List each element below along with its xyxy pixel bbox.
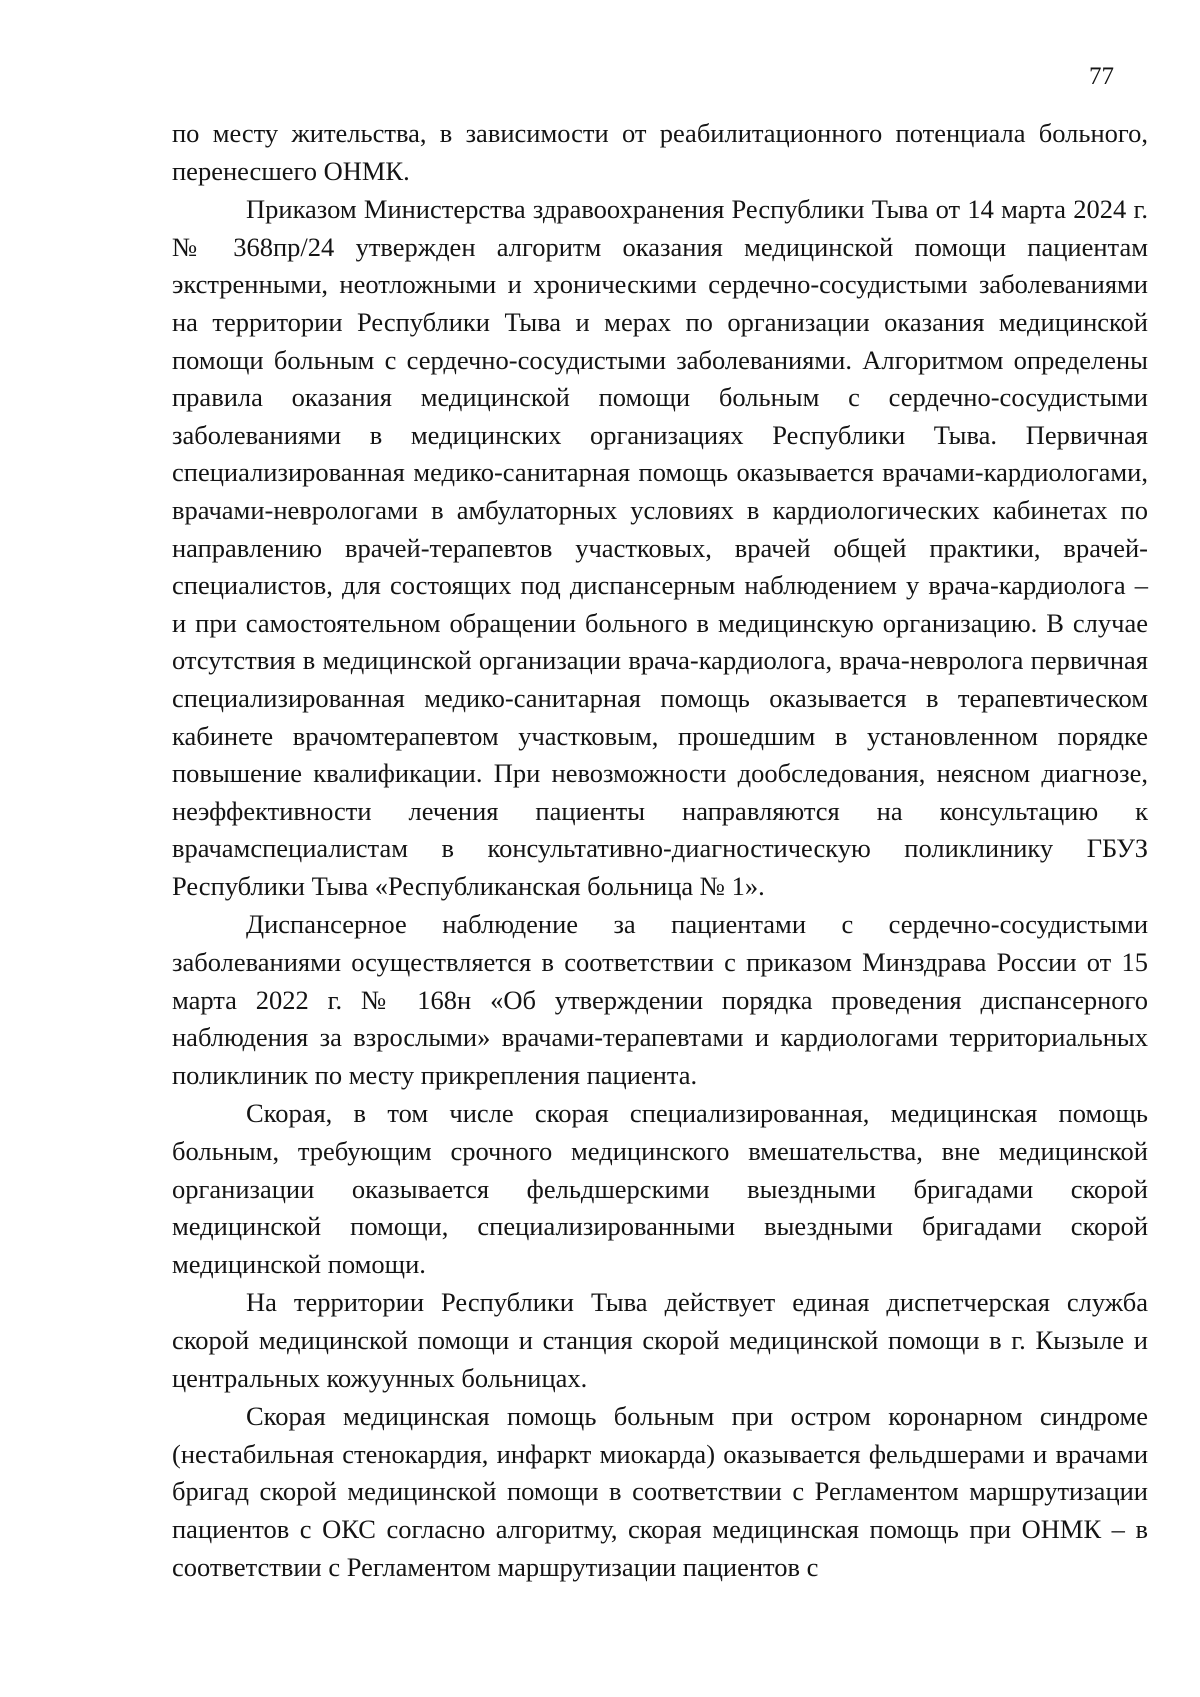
- paragraph-emergency-care: Скорая, в том числе скорая специализированная, медицинская помощь больным, требующим срочного медицинского вмешательства, вне медицинской организации оказывается фельдшерскими выездными бригадами скорой медицинской помощи, специализированными выездными бригадами скорой медицинской помощи.: [172, 1098, 1148, 1279]
- paragraph-order-algorithm: Приказом Министерства здравоохранения Республики Тыва от 14 марта 2024 г. № 368пр/24 утвержден алгоритм оказания медицинской помощи пациентам экстренными, неотложными и хроническими сердечно-сосудистыми заболеваниями на территории Республики Тыва и мерах по организации оказания медицинской помощи больным с сердечно-сосудистыми заболеваниями. Алгоритмом определены правила оказания медицинской помощи больным с сердечно-сосудистыми заболеваниями в медицинских организациях Республики Тыва. Первичная специализированная медико-санитарная помощь оказывается врачами-кардиологами, врачами-неврологами в амбулаторных условиях в кардиологических кабинетах по направлению врачей-терапевтов участковых, врачей общей практики, врачей-специалистов, для состоящих под диспансерным наблюдением у врача-кардиолога – и при самостоятельном обращении больного в медицинскую организацию. В случае отсутствия в медицинской организации врача-кардиолога, врача-невролога первичная специализированная медико-санитарная помощь оказывается в терапевтическом кабинете врачомтерапевтом участковым, прошедшим в установленном порядке повышение квалификации. При невозможности дообследования, неясном диагнозе, неэффективности лечения пациенты направляются на консультацию к врачамспециалистам в консультативно-диагностическую поликлинику ГБУЗ Республики Тыва «Республиканская больница № 1».: [172, 194, 1148, 901]
- paragraph-dispatch-service: На территории Республики Тыва действует единая диспетчерская служба скорой медицинской помощи и станция скорой медицинской помощи в г. Кызыле и центральных кожуунных больницах.: [172, 1287, 1148, 1393]
- paragraph-acute-coronary: Скорая медицинская помощь больным при остром коронарном синдроме (нестабильная стенокардия, инфаркт миокарда) оказывается фельдшерами и врачами бригад скорой медицинской помощи в соответствии с Регламентом маршрутизации пациентов с ОКС согласно алгоритму, скорая медицинская помощь при ОНМК – в соответствии с Регламентом маршрутизации пациентов с: [172, 1401, 1148, 1582]
- page-number: 77: [1089, 63, 1114, 90]
- paragraph-dispensary-observation: Диспансерное наблюдение за пациентами с сердечно-сосудистыми заболеваниями осуществляется в соответствии с приказом Минздрава России от 15 марта 2022 г. № 168н «Об утверждении порядка проведения диспансерного наблюдения за взрослыми» врачами-терапевтами и кардиологами территориальных поликлиник по месту прикрепления пациента.: [172, 909, 1148, 1090]
- document-body: [172, 115, 1148, 1586]
- paragraph-continuation: по месту жительства, в зависимости от реабилитационного потенциала больного, перенесшего ОНМК.: [172, 118, 1148, 186]
